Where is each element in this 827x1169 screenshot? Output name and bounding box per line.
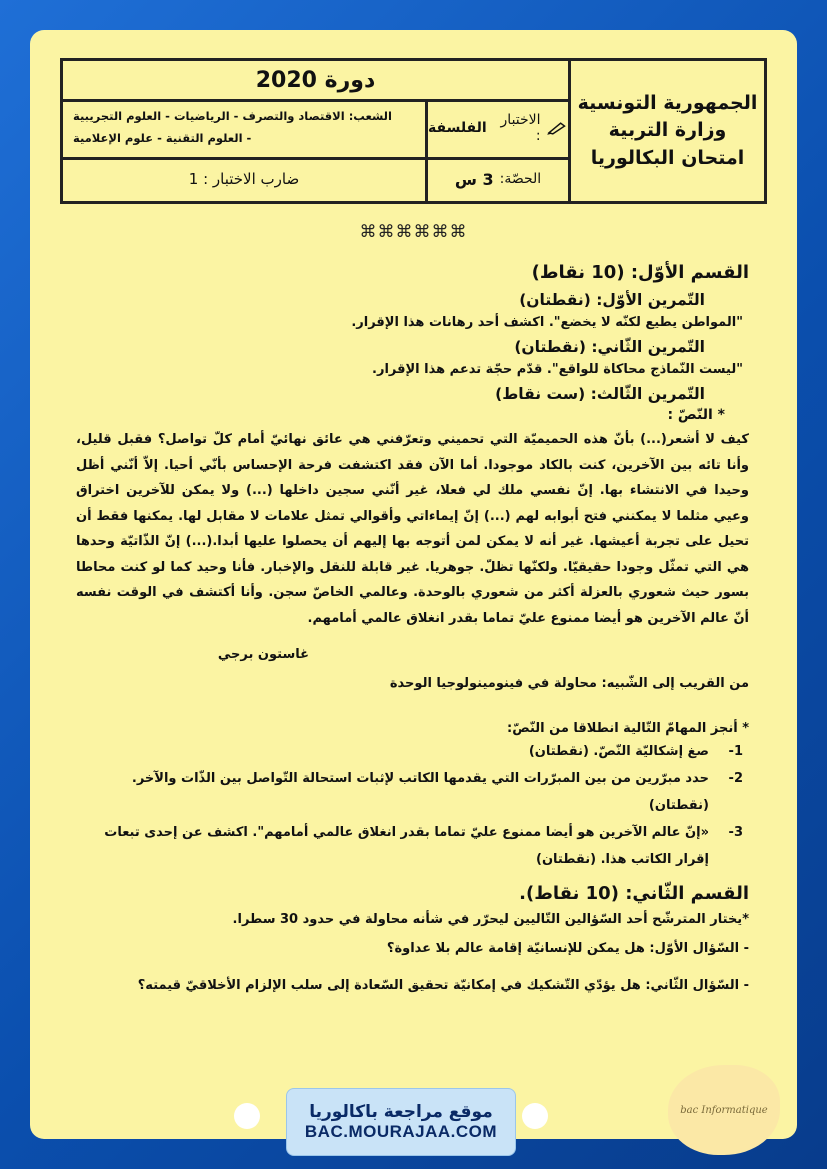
branches-cell [63, 99, 425, 157]
ex2-text: "ليست النّماذج محاكاة للواقع". قدّم حجّة تدعم هذا الإقرار. [372, 362, 743, 377]
ex3-title: التّمرين الثّالث: (ست نقاط) [495, 385, 705, 403]
task-item-3 [76, 819, 749, 873]
task-item-num: 2- [728, 771, 743, 786]
task-item-text: «إنّ عالم الآخرين هو أيضا ممنوع عليّ تماما بقدر انغلاق عالمي أمامهم". اكشف عن إحدى تبعات إقرار الكاتب هذا. (نقطتان) [104, 825, 709, 867]
header-institution [568, 61, 764, 201]
source: من القريب إلى الشّبيه: محاولة في فينومينولوجيا الوحدة [389, 676, 749, 691]
part1-title: القسم الأوّل: (10 نقاط) [531, 262, 749, 283]
duration-cell [425, 157, 568, 201]
text-label: * النّصّ : [667, 407, 725, 423]
country-name: الجمهورية التونسية [577, 91, 758, 114]
site-url[interactable]: BAC.MOURAJAA.COM [304, 1122, 498, 1141]
exam-name: امتحان البكالوريا [590, 146, 745, 169]
ex2-title: التّمرين الثّاني: (نقطتان) [514, 338, 705, 356]
site-logo-icon [234, 1103, 260, 1129]
duration-label: الحصّة: [499, 171, 542, 187]
coef-text: ضارب الاختبار : 1 [188, 169, 300, 188]
duration-value: 3 س [454, 169, 494, 189]
branches-line1: الشعب: الاقتصاد والتصرف - الرياضيات - العلوم التجريبية [73, 109, 392, 124]
exam-content [76, 262, 749, 993]
task-item-2 [76, 765, 749, 819]
task-item-text: حدد مبرّرين من بين المبرّرات التي يقدمها الكاتب لإثبات استحالة التّواصل بين الذّات والآخر. (نقطتان) [131, 771, 709, 813]
header-details [63, 61, 568, 201]
site-name-arabic: موقع مراجعة باكالوريا [309, 1102, 493, 1122]
ministry-name: وزارة التربية [608, 119, 727, 142]
pen-icon [547, 121, 568, 135]
site-badge[interactable] [286, 1088, 516, 1156]
part2-instruction: *يختار المترشّح أحد السّؤالين التّاليين ليحرّر في شأنه محاولة في حدود 30 سطرا. [232, 912, 749, 927]
ex1-title: التّمرين الأوّل: (نقطتان) [519, 291, 705, 309]
author: غاستون برجي [217, 647, 309, 662]
branches-line2: - العلوم التقنية - علوم الإعلامية [73, 131, 252, 145]
part2-title: القسم الثّاني: (10 نقاط). [519, 883, 749, 904]
site-logo-icon [522, 1103, 548, 1129]
header-row-subject [63, 99, 568, 160]
task-item-1 [76, 738, 749, 765]
subject-label: الاختبار : [500, 112, 541, 144]
coef-cell [63, 157, 425, 201]
subject-name: الفلسفة [428, 120, 487, 136]
part2-question-2: - السّؤال الثّاني: هل يؤدّي التّشكيك في إمكانيّة تحقيق السّعادة إلى سلب الإلزام الأخلاقيّ قيمته؟ [137, 978, 749, 993]
session-title: دورة 2020 [63, 61, 568, 102]
task-instruction: * أنجز المهامّ التّالية انطلاقا من النّصّ: [507, 721, 749, 736]
ex1-text: "المواطن يطيع لكنّه لا يخضع". اكشف أحد رهانات هذا الإقرار. [351, 315, 743, 330]
passage: كيف لا أشعر(...) بأنّ هذه الحميميّة التي تحميني وتعرّفني هي عائق نهائيّ أمام كلّ تواصل؟ فقبل قليل، وأنا تائه بين الآخرين، كنت بالكاد موجودا. أما الآن فقد اكتشفت فرحة الإحساس بأنّي أحيا. إلاّ أنّني أظل وحيدا في الانتشاء بها. إنّ نفسي ملك لي فعلا، غير أنّني سجين داخلها (...) ولا يمكن للآخرين اختراق وعيي مثلما لا يمكنني فتح أبوابه لهم (...) إنّ إيماءاتي وأقوالي تمثل علامات لا مقابل لها. يمكنها فقط أن تحيل على تجربة أعيشها. غير أنه لا يمكن لمن أتوجه بها إليهم أن يحصلوا عليها أبدا.(...) إنّ الذّاتيّة وحدها هي التي تمثّل وجودا حقيقيّا. ولكنّها تظلّ. جوهريا. غير قابلة للنقل والإخبار. فأنا وحيد كما لو كنت محاطا بسور حيث شعوري بالعزلة أكثر من شعوري بالوحدة. وعالمي الخاصّ سجن. وأنا أكتشف في الوقت نفسه أنّ عالم الآخرين هو أيضا ممنوع عليّ تماما بقدر انغلاق عالمي أمامهم. [76, 432, 749, 626]
exam-header [60, 58, 767, 204]
decorative-stars: ⌘⌘⌘⌘⌘⌘ [359, 222, 468, 242]
task-item-num: 3- [728, 825, 743, 840]
header-row-duration [63, 157, 568, 201]
task-item-num: 1- [728, 744, 743, 759]
subject-cell [425, 99, 568, 157]
part2-question-1: - السّؤال الأوّل: هل يمكن للإنسانيّة إقامة عالم بلا عداوة؟ [386, 941, 749, 956]
task-item-text: صغ إشكاليّة النّصّ. (نقطتان) [528, 744, 709, 759]
bac-informatique-watermark: bac Informatique [668, 1065, 780, 1155]
